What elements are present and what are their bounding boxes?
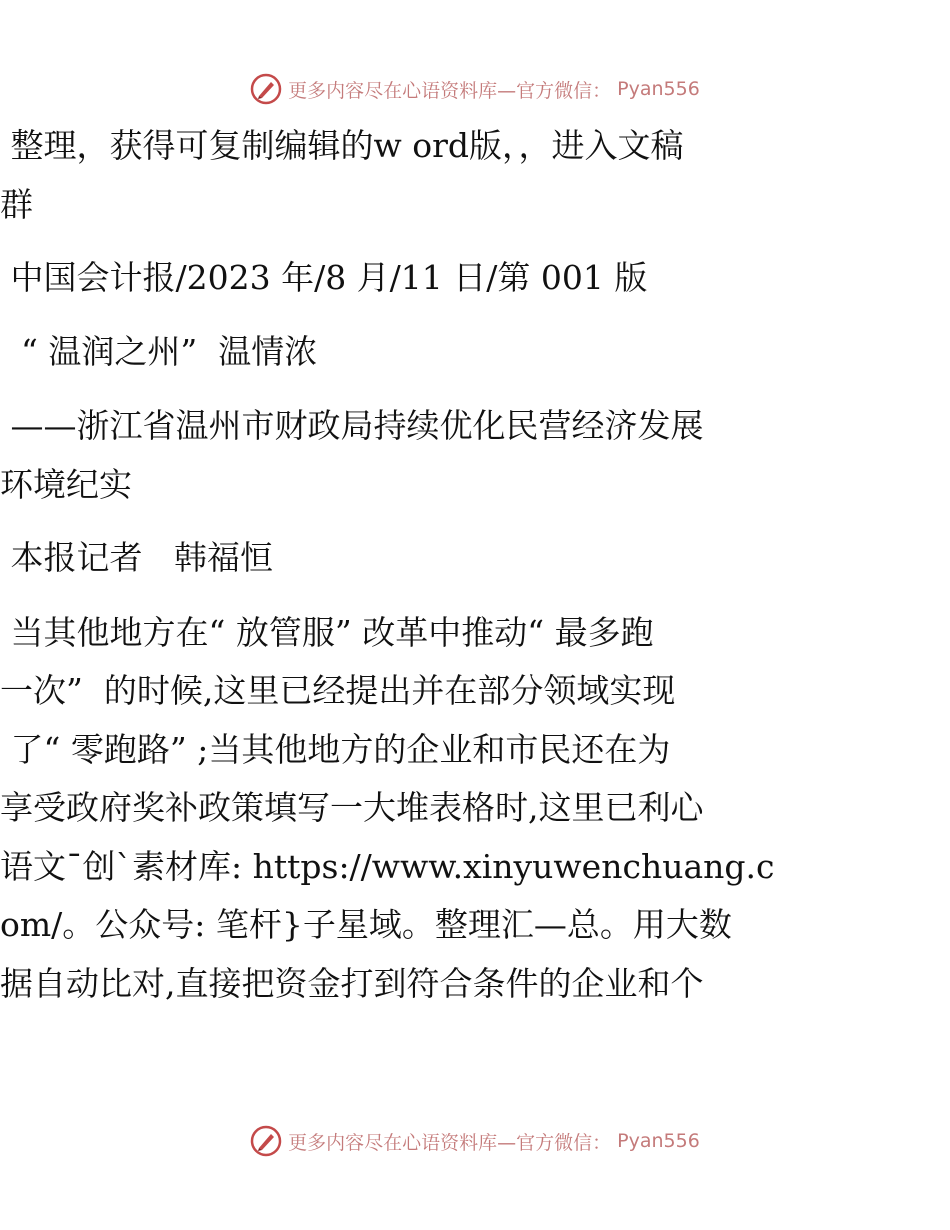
watermark-wechat-id: Pyan556 <box>617 78 700 100</box>
body-line: 了“ 零跑路” ;当其他地方的企业和市民还在为 <box>0 730 671 769</box>
body-line: 享受政府奖补政策填写一大堆表格时,这里已利心 <box>0 788 704 827</box>
body-line: om/。公众号: 笔杆}子星域。整理汇—总。用大数 <box>0 905 732 944</box>
byline: 本报记者 韩福恒 <box>0 538 273 577</box>
body-line: 一次” 的时候,这里已经提出并在部分领域实现 <box>0 671 676 710</box>
watermark-footer <box>0 1125 950 1157</box>
body-line: 当其他地方在“ 放管服” 改革中推动“ 最多跑 <box>0 613 654 652</box>
article-subtitle: ——浙江省温州市财政局持续优化民营经济发展 <box>0 406 704 445</box>
article-subtitle: 环境纪实 <box>0 465 132 504</box>
pen-logo-icon <box>250 73 282 105</box>
body-line: 据自动比对,直接把资金打到符合条件的企业和个 <box>0 964 704 1003</box>
pen-logo-icon <box>250 1125 282 1157</box>
body-line: 语文¯创`素材库: https://www.xinyuwenchuang.c <box>0 847 775 886</box>
watermark-text: 更多内容尽在心语资料库—官方微信： <box>288 79 612 102</box>
watermark-wechat-id: Pyan556 <box>617 1130 700 1152</box>
body-line: 群 <box>0 185 33 224</box>
watermark-text: 更多内容尽在心语资料库—官方微信： <box>288 1131 612 1154</box>
article-title: “ 温润之州” 温情浓 <box>0 332 318 371</box>
source-line: 中国会计报/2023 年/8 月/11 日/第 001 版 <box>0 258 648 297</box>
body-line: 整理，获得可复制编辑的w ord版，，进入文稿 <box>0 126 684 165</box>
watermark-header <box>0 73 950 105</box>
